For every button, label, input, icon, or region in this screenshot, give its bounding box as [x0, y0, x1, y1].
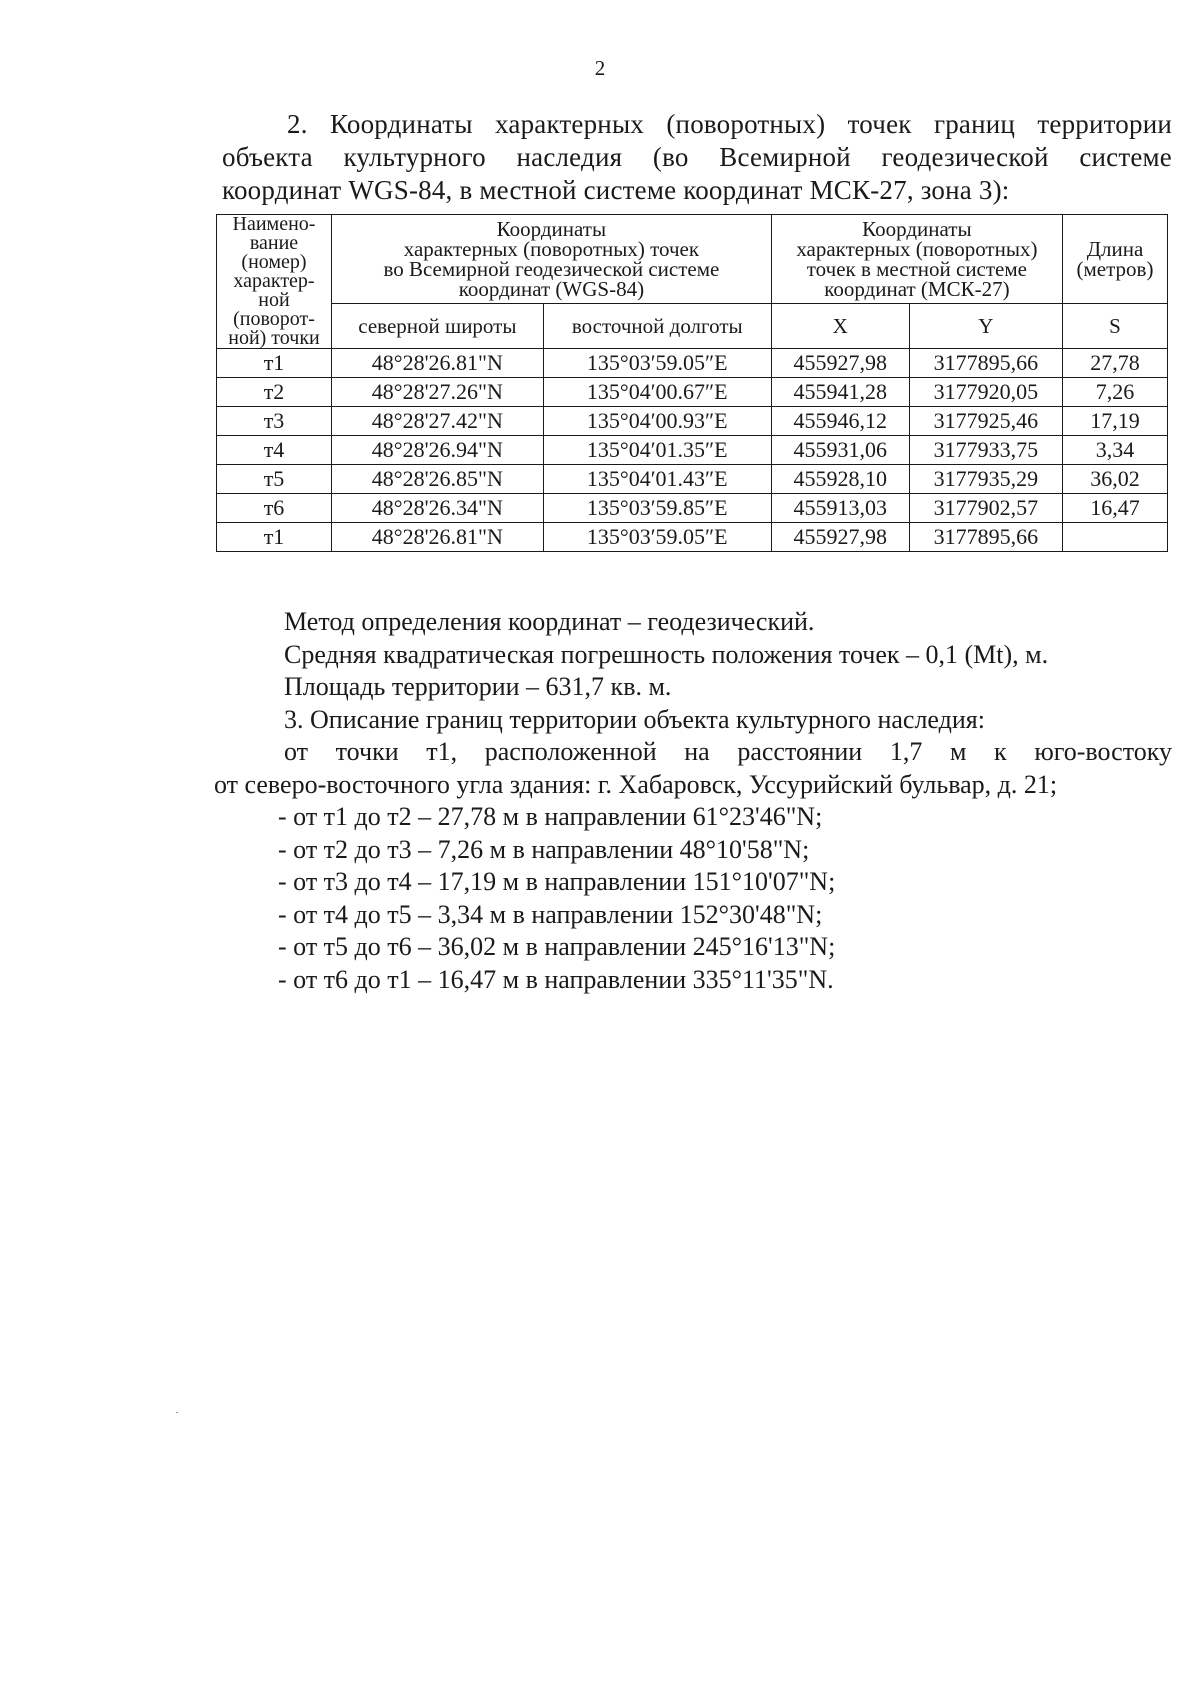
header-latitude: северной широты [332, 304, 544, 349]
cell-x: 455946,12 [771, 407, 909, 436]
header-wgs84: Координаты характерных (поворотных) точек во Всемирной геодезической системе координат (WGS-84) [332, 215, 772, 304]
cell-y: 3177895,66 [909, 349, 1062, 378]
cell-point: т1 [217, 349, 332, 378]
header-msk27: Координаты характерных (поворотных) точек в местной системе координат (МСК-27) [771, 215, 1062, 304]
header-length: Длина (метров) [1063, 215, 1168, 304]
page-number: 2 [594, 56, 606, 80]
cell-x: 455941,28 [771, 378, 909, 407]
start-point-line-2: от северо-восточного угла здания: г. Хабаровск, Уссурийский бульвар, д. 21; [214, 769, 1058, 799]
header-point-name: Наимено- вание (номер) характер- ной (поворот- ной) точки [217, 215, 332, 349]
cell-y: 3177895,66 [909, 523, 1062, 552]
cell-length: 17,19 [1063, 407, 1168, 436]
error-line: Средняя квадратическая погрешность положения точек – 0,1 (Mt), м. [284, 639, 1049, 669]
cell-point: т4 [217, 436, 332, 465]
table-row [217, 436, 1168, 465]
cell-longitude: 135°04′00.67″E [543, 378, 771, 407]
cell-latitude: 48°28'26.34"N [332, 494, 544, 523]
cell-length: 36,02 [1063, 465, 1168, 494]
cell-length [1063, 523, 1168, 552]
cell-y: 3177902,57 [909, 494, 1062, 523]
cell-point: т2 [217, 378, 332, 407]
section-3-title: 3. Описание границ территории объекта культурного наследия: [284, 704, 985, 734]
cell-length: 3,34 [1063, 436, 1168, 465]
cell-latitude: 48°28'26.94"N [332, 436, 544, 465]
heading-line-3: координат WGS-84, в местной системе координат МСК-27, зона 3): [222, 175, 1010, 205]
cell-latitude: 48°28'26.81"N [332, 523, 544, 552]
area-line: Площадь территории – 631,7 кв. м. [284, 672, 672, 701]
segment-list [214, 801, 1172, 996]
cell-latitude: 48°28'27.26"N [332, 378, 544, 407]
segment-line: - от т5 до т6 – 36,02 м в направлении 245°16'13"N; [278, 932, 836, 961]
cell-y: 3177933,75 [909, 436, 1062, 465]
segment-line: - от т2 до т3 – 7,26 м в направлении 48°10'58"N; [278, 834, 810, 864]
start-point-line-1: от точки т1, расположенной на расстоянии 1,7 м к юго-востоку [284, 737, 1172, 766]
table-row [217, 349, 1168, 378]
table-row [217, 465, 1168, 494]
cell-latitude: 48°28'27.42"N [332, 407, 544, 436]
segment-line: - от т1 до т2 – 27,78 м в направлении 61°23'46"N; [278, 802, 823, 831]
cell-point: т1 [217, 523, 332, 552]
section-2-heading [222, 108, 1172, 207]
cell-x: 455913,03 [771, 494, 909, 523]
header-longitude: восточной долготы [543, 304, 771, 349]
cell-longitude: 135°03′59.05″E [543, 523, 771, 552]
cell-latitude: 48°28'26.81"N [332, 349, 544, 378]
cell-x: 455931,06 [771, 436, 909, 465]
cell-longitude: 135°03′59.05″E [543, 349, 771, 378]
cell-x: 455927,98 [771, 349, 909, 378]
table-row [217, 407, 1168, 436]
table-row [217, 378, 1168, 407]
coordinates-table-body [217, 349, 1168, 552]
table-row [217, 494, 1168, 523]
segment-line: - от т6 до т1 – 16,47 м в направлении 335°11'35"N. [278, 964, 834, 994]
cell-x: 455927,98 [771, 523, 909, 552]
segment-line: - от т4 до т5 – 3,34 м в направлении 152°30'48"N; [278, 899, 823, 929]
heading-line-2: объекта культурного наследия (во Всемирной геодезической системе [222, 142, 1172, 172]
heading-line-1: 2. Координаты характерных (поворотных) точек границ территории [287, 109, 1172, 139]
method-line: Метод определения координат – геодезический. [284, 607, 815, 636]
cell-x: 455928,10 [771, 465, 909, 494]
coordinates-table [216, 214, 1168, 552]
cell-latitude: 48°28'26.85"N [332, 465, 544, 494]
cell-length: 27,78 [1063, 349, 1168, 378]
cell-length: 7,26 [1063, 378, 1168, 407]
table-row [217, 523, 1168, 552]
segment-line: - от т3 до т4 – 17,19 м в направлении 151°10'07"N; [278, 867, 836, 896]
header-x: X [771, 304, 909, 349]
cell-point: т5 [217, 465, 332, 494]
body-text [214, 606, 1172, 996]
cell-point: т6 [217, 494, 332, 523]
scan-speck [176, 1412, 178, 1413]
cell-y: 3177920,05 [909, 378, 1062, 407]
cell-y: 3177935,29 [909, 465, 1062, 494]
header-y: Y [909, 304, 1062, 349]
cell-length: 16,47 [1063, 494, 1168, 523]
cell-longitude: 135°03′59.85″E [543, 494, 771, 523]
cell-longitude: 135°04′01.35″E [543, 436, 771, 465]
cell-point: т3 [217, 407, 332, 436]
cell-longitude: 135°04′00.93″E [543, 407, 771, 436]
header-s: S [1063, 304, 1168, 349]
cell-longitude: 135°04′01.43″E [543, 465, 771, 494]
cell-y: 3177925,46 [909, 407, 1062, 436]
